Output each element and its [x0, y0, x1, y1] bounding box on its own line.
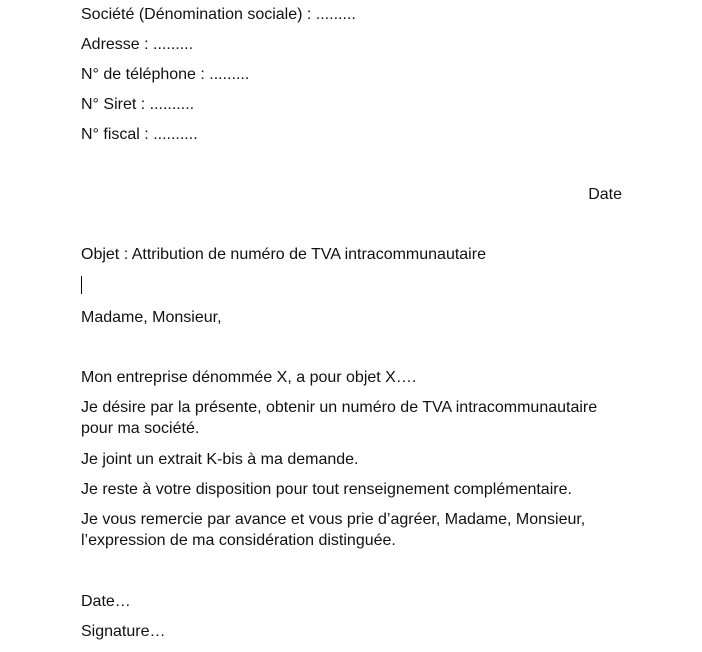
sender-siret: N° Siret : ..........: [81, 96, 195, 113]
body-paragraph-3: Je joint un extrait K-bis à ma demande.: [81, 451, 359, 468]
body-paragraph-2-line-2: pour ma société.: [81, 420, 200, 437]
body-paragraph-5-line-1: Je vous remercie par avance et vous prie d’agréer, Madame, Monsieur,: [81, 511, 586, 528]
salutation: Madame, Monsieur,: [81, 309, 222, 326]
sender-address: Adresse : .........: [81, 36, 194, 53]
footer-date: Date…: [81, 593, 131, 610]
body-paragraph-5-line-2: l’expression de ma considération distinguée.: [81, 532, 396, 549]
body-paragraph-2-line-1: Je désire par la présente, obtenir un numéro de TVA intracommunautaire: [81, 399, 598, 416]
text-cursor[interactable]: [81, 276, 82, 294]
sender-fiscal: N° fiscal : ..........: [81, 126, 198, 143]
body-paragraph-4: Je reste à votre disposition pour tout renseignement complémentaire.: [81, 481, 572, 498]
footer-signature: Signature…: [81, 623, 166, 640]
sender-phone: N° de téléphone : .........: [81, 66, 250, 83]
date-placeholder: Date: [588, 186, 622, 203]
body-paragraph-1: Mon entreprise dénommée X, a pour objet X….: [81, 369, 417, 386]
subject-line: Objet : Attribution de numéro de TVA intracommunautaire: [81, 246, 486, 263]
sender-company: Société (Dénomination sociale) : .........: [81, 6, 356, 23]
